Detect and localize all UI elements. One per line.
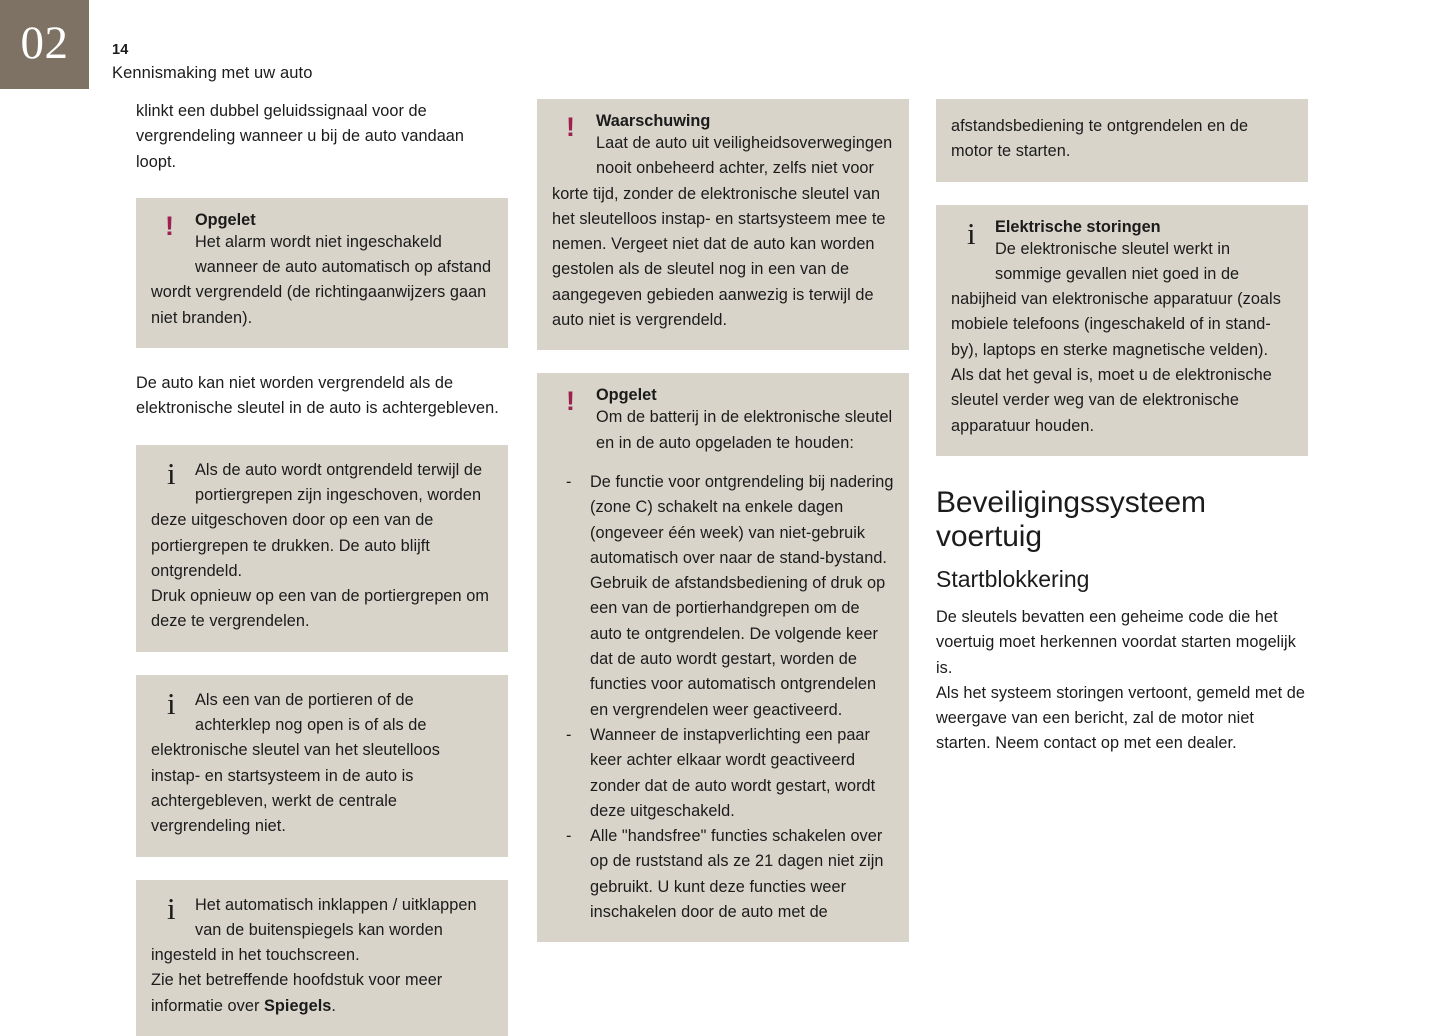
callout-doors-open xyxy=(136,675,508,857)
callout-continued xyxy=(936,99,1308,182)
list-item-text: Wanneer de instapverlichting een paar keer achter elkaar wordt geactiveerd zonder dat de auto wordt gestart, wordt deze uitgeschakeld. xyxy=(590,725,876,820)
column-1 xyxy=(136,99,508,1036)
callout-body: Als een van de portieren of de achterklep nog open is of als de elektronische sleutel van het sleutelloos instap- en startsysteem in de auto is achtergebleven, werkt de centrale vergrendeling niet. xyxy=(151,690,440,836)
callout-body: afstandsbediening te ontgrendelen en de motor te starten. xyxy=(951,117,1249,161)
intro-paragraph: klinkt een dubbel geluidssignaal voor de vergrendeling wanneer u bij de auto vandaan loopt. xyxy=(136,102,465,171)
list-item-text: Alle "handsfree" functies schakelen over op de ruststand als ze 21 dagen niet zijn gebruikt. U kunt deze functies weer inschakelen door de auto met de xyxy=(590,827,884,922)
list-item xyxy=(552,470,894,723)
warning-icon: ! xyxy=(566,386,575,417)
info-icon: i xyxy=(967,215,976,251)
page-number: 14 xyxy=(112,42,129,58)
callout-title: Waarschuwing xyxy=(596,112,711,130)
callout-title: Opgelet xyxy=(596,386,657,405)
callout-body: De elektronische sleutel werkt in sommige gevallen niet goed in de nabijheid van elektronische apparatuur (zoals mobiele telefoons (ingeschakeld of in stand-by), laptops en sterke magnetische velden). Als dat het geval is, moet u de elektronische sleutel verder weg van de elektronische apparatuur houden. xyxy=(951,239,1281,435)
callout-body: Het alarm wordt niet ingeschakeld wanneer de auto automatisch op afstand wordt vergrendeld (de richtingaanwijzers gaan niet branden). xyxy=(151,232,492,327)
info-icon: i xyxy=(167,455,176,491)
callout-electrical-failures xyxy=(936,205,1308,456)
chapter-tab xyxy=(0,0,89,89)
chapter-number: 02 xyxy=(20,17,69,69)
dash-marker: - xyxy=(566,725,572,744)
list-item xyxy=(552,824,894,925)
callout-title: Elektrische storingen xyxy=(995,217,1161,236)
column-3 xyxy=(936,99,1308,757)
column-2 xyxy=(537,99,909,942)
heading-sub: Startblokkering xyxy=(936,565,1090,592)
mirrors-text-post: . xyxy=(331,996,336,1015)
callout-title: Opgelet xyxy=(195,210,256,229)
page-header xyxy=(112,41,313,85)
callout-opgelet-battery xyxy=(537,373,909,942)
info-icon: i xyxy=(167,890,176,926)
mirrors-text-pre: Zie het betreffende hoofdstuk voor meer informatie over xyxy=(151,971,443,1015)
section-title: Kennismaking met uw auto xyxy=(112,63,313,82)
list-item-text: De functie voor ontgrendeling bij nadering (zone C) schakelt na enkele dagen (ongeveer één week) van niet-gebruik automatisch over naar de stand-bystand. Gebruik de afstandsbediening of druk op een van de portierhandgrepen om de auto te ontgrendelen. De volgende keer dat de auto wordt gestart, worden de functies voor automatisch ontgrendelen en vergrendelen weer geactiveerd. xyxy=(590,472,894,719)
list-item xyxy=(552,723,894,824)
paragraph-2: Als het systeem storingen vertoont, gemeld met de weergave van een bericht, zal de motor niet starten. Neem contact op met een dealer. xyxy=(936,683,1305,753)
callout-body: Het automatisch inklappen / uitklappen van de buitenspiegels kan worden ingesteld in het touchscreen. xyxy=(151,895,477,965)
callout-body: Om de batterij in de elektronische sleutel en in de auto opgeladen te houden: xyxy=(596,408,893,452)
mirrors-chapter-ref: Spiegels xyxy=(264,996,332,1015)
heading-main: Beveiligingssysteem voertuig xyxy=(936,485,1206,553)
callout-waarschuwing xyxy=(537,99,909,350)
warning-icon: ! xyxy=(566,112,575,142)
callout-door-handles xyxy=(136,445,508,652)
paragraph-lock: De auto kan niet worden vergrendeld als de elektronische sleutel in de auto is achtergebleven. xyxy=(136,374,499,418)
callout-body: Laat de auto uit veiligheidsoverwegingen nooit onbeheerd achter, zelfs niet voor korte tijd, zonder de elektronische sleutel van het sleutelloos instap- en startsysteem mee te nemen. Vergeet niet dat de auto kan worden gestolen als de sleutel nog in een van de aangegeven gebieden aanwezig is terwijl de auto niet is vergrendeld. xyxy=(552,134,893,330)
callout-body-2 xyxy=(151,968,493,1019)
callout-mirrors xyxy=(136,880,508,1036)
info-icon: i xyxy=(167,685,176,721)
battery-tips-list xyxy=(552,470,894,925)
dash-marker: - xyxy=(566,827,572,846)
paragraph-1: De sleutels bevatten een geheime code die het voertuig moet herkennen voordat starten mogelijk is. xyxy=(936,607,1296,677)
callout-body: Als de auto wordt ontgrendeld terwijl de portiergrepen zijn ingeschoven, worden deze uitgeschoven door op een van de portiergrepen te drukken. De auto blijft ontgrendeld. xyxy=(151,460,483,580)
callout-body-2: Druk opnieuw op een van de portiergrepen om deze te vergrendelen. xyxy=(151,587,489,631)
warning-icon: ! xyxy=(165,210,174,241)
callout-opgelet-alarm xyxy=(136,198,508,348)
dash-marker: - xyxy=(566,472,572,491)
